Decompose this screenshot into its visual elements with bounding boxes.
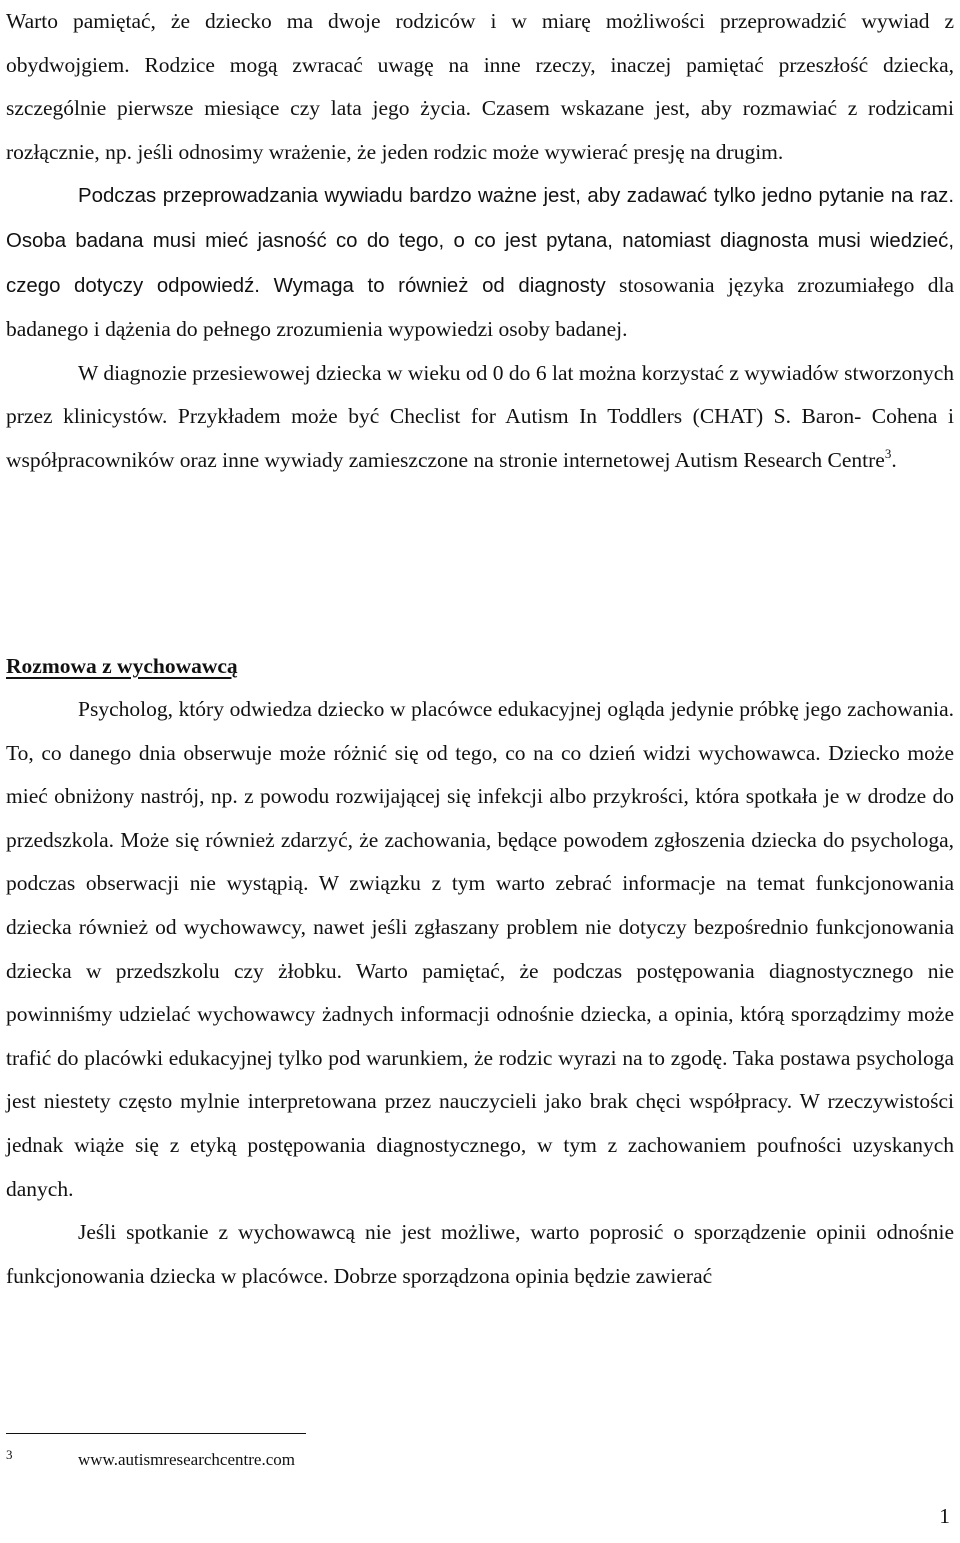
paragraph-interview-questions [6, 174, 954, 351]
paragraph-screening [6, 352, 954, 483]
footnote-number: 3 [6, 1447, 13, 1462]
paragraph-end: . [891, 447, 897, 472]
page-body [6, 0, 954, 483]
paragraph-text-sans: Podczas przeprowadzania wywiadu bardzo ważne jest, aby zadawać tylko jedno pytanie na raz. Osoba badana musi mieć jasność co do tego, o co jest pytana, natomiast diagnosta musi wiedzieć, czego dotyczy odpowiedź. Wymaga to również od diagnosty [6, 185, 954, 297]
page-number: 1 [939, 1504, 950, 1528]
section-heading: Rozmowa z wychowawcą [6, 654, 238, 678]
paragraph-text: Psycholog, który odwiedza dziecko w placówce edukacyjnej ogląda jedynie próbkę jego zachowania. To, co danego dnia obserwuje może różnić się od tego, co na co dzień widzi wychowawca. Dziecko może mieć obniżony nastrój, np. z powodu rozwijającej się infekcji albo przykrości, która spotkała je w drodze do przedszkola. Może się również zdarzyć, że zachowania, będące powodem zgłoszenia dziecka do psychologa, podczas obserwacji nie wystąpią. W związku z tym warto zebrać informacje na temat funkcjonowania dziecka również od wychowawcy, nawet jeśli zgłaszany problem nie dotyczy bezpośrednio funkcjonowania dziecka w przedszkolu czy żłobku. Warto pamiętać, że podczas postępowania diagnostycznego nie powinniśmy udzielać wychowawcy żadnych informacji odnośnie dziecka, a opinia, którą sporządzimy może trafić do placówki edukacyjnej tylko pod warunkiem, że rodzic wyrazi na to zgodę. Taka postawa psychologa jest niestety często mylnie interpretowana przez nauczycieli jako brak chęci współpracy. W rzeczywistości jednak wiąże się z etyką postępowania diagnostycznego, w tym z zachowaniem poufności uzyskanych danych. [6, 697, 954, 1201]
footnote-separator [6, 1433, 306, 1434]
paragraph-text: W diagnozie przesiewowej dziecka w wieku od 0 do 6 lat można korzystać z wywiadów stworzonych przez klinicystów. Przykładem może być Checlist for Autism In Toddlers (CHAT) S. Baron- Cohena i współpracowników oraz inne wywiady zamieszczone na stronie internetowej Autism Research Centre [6, 360, 954, 472]
footnote-link[interactable]: www.autismresearchcentre.com [78, 1450, 295, 1469]
footnote-reference[interactable]: 3 [884, 445, 892, 461]
paragraph-teacher-observation [6, 688, 954, 1211]
paragraph-parents-interview [6, 0, 954, 174]
section-teacher-conversation [6, 688, 954, 1298]
paragraph-text-serif: stosowania języka zrozumiałego dla badanego i dążenia do pełnego zrozumienia wypowiedzi osoby badanej. [6, 272, 954, 342]
paragraph-text: Warto pamiętać, że dziecko ma dwoje rodziców i w miarę możliwości przeprowadzić wywiad z obydwojgiem. Rodzice mogą zwracać uwagę na inne rzeczy, inaczej pamiętać przeszłość dziecka, szczególnie pierwsze miesiące czy lata jego życia. Czasem wskazane jest, aby rozmawiać z rodzicami rozłącznie, np. jeśli odnosimy wrażenie, że jeden rodzic może wywierać presję na drugim. [6, 9, 954, 164]
paragraph-teacher-opinion [6, 1211, 954, 1298]
paragraph-text: Jeśli spotkanie z wychowawcą nie jest możliwe, warto poprosić o sporządzenie opinii odnośnie funkcjonowania dziecka w placówce. Dobrze sporządzona opinia będzie zawierać [6, 1220, 954, 1288]
